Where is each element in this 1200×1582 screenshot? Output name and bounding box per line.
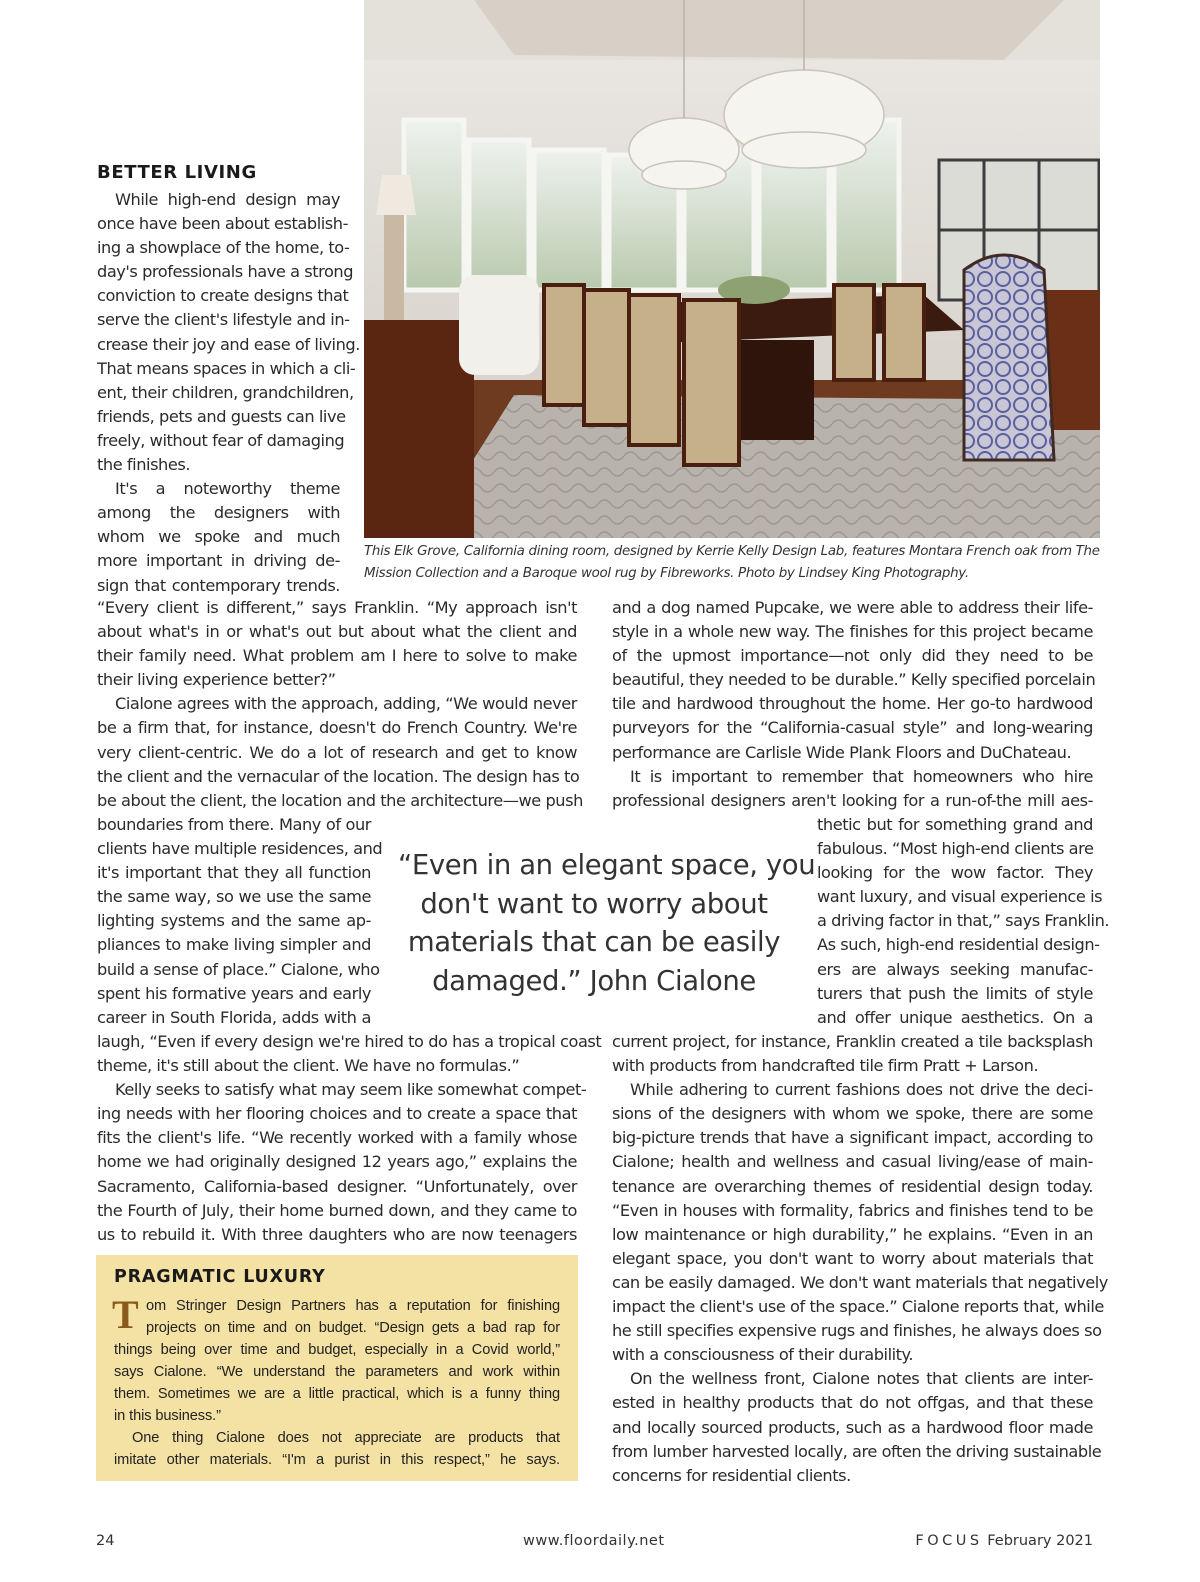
text-line: be about the client, the location and the architecture—we push xyxy=(97,790,583,810)
text-line: of the upmost importance—not only did they need to be xyxy=(612,646,1093,666)
text-line: home we had originally designed 12 years ago,” explains the xyxy=(97,1152,577,1172)
pull-quote-line: “Even in an elegant space, you xyxy=(398,849,816,881)
text-line: theme, it's still about the client. We have no formulas.” xyxy=(97,1056,520,1076)
text-line: While high-end design may xyxy=(115,190,340,209)
text-line: It's a noteworthy theme xyxy=(115,479,340,499)
text-line: “Even in houses with formality, fabrics and finishes tend to be xyxy=(612,1200,1093,1220)
text-line: ing a showplace of the home, to- xyxy=(97,238,350,258)
text-line: ers are always seeking manufac- xyxy=(817,959,1093,979)
text-line: beautiful, they needed to be durable.” Kelly specified porcelain xyxy=(612,670,1096,690)
text-line: Cialone agrees with the approach, adding, “We would never xyxy=(115,694,577,714)
text-line: spent his formative years and early xyxy=(97,983,371,1003)
left-column-upper xyxy=(97,596,583,813)
text-line: and locally sourced products, such as a hardwood floor made xyxy=(612,1417,1093,1437)
sidebar-line: projects on time and on budget. “Design gets a bad rap for xyxy=(146,1320,560,1336)
text-line: As such, high-end residential design- xyxy=(817,935,1100,955)
dining-room-photo xyxy=(364,0,1100,538)
text-line: and a dog named Pupcake, we were able to address their life- xyxy=(612,598,1093,617)
text-line: with a consciousness of their durability. xyxy=(612,1345,914,1365)
right-column-lower xyxy=(612,1030,1108,1488)
text-line: can be easily damaged. We don't want materials that negatively xyxy=(612,1272,1108,1292)
sidebar-box xyxy=(96,1255,578,1481)
text-line: about what's in or what's out but about what the client and xyxy=(97,622,577,642)
right-column-wrap xyxy=(817,813,1110,1030)
caption-line: Mission Collection and a Baroque wool rug by Fibreworks. Photo by Lindsey King Photography. xyxy=(364,566,969,581)
text-line: the client and the vernacular of the location. The design has to xyxy=(97,766,580,786)
text-line: their living experience better?” xyxy=(97,670,336,690)
text-line: ent, their children, grandchildren, xyxy=(97,382,354,402)
sidebar-line: imitate other materials. “I'm a purist in this respect,” he says. xyxy=(114,1452,560,1468)
text-line: tile and hardwood throughout the home. Her go-to hardwood xyxy=(612,694,1093,714)
text-line: lighting systems and the same ap- xyxy=(97,911,371,931)
sidebar-title: PRAGMATIC LUXURY xyxy=(114,1267,326,1287)
issue-date: February 2021 xyxy=(987,1533,1093,1549)
text-line: with products from handcrafted tile firm Pratt + Larson. xyxy=(612,1056,1039,1076)
text-line: more important in driving de- xyxy=(97,551,340,571)
sidebar-line: om Stringer Design Partners has a reputation for finishing xyxy=(146,1298,560,1314)
text-line: performance are Carlisle Wide Plank Floors and DuChateau. xyxy=(612,742,1072,762)
sidebar-body xyxy=(112,1292,560,1471)
text-line: want luxury, and visual experience is xyxy=(817,887,1103,907)
text-line: serve the client's lifestyle and in- xyxy=(97,310,350,330)
text-line: freely, without fear of damaging xyxy=(97,430,345,450)
text-line: their family need. What problem am I here to solve to make xyxy=(97,646,577,666)
text-line: That means spaces in which a cli- xyxy=(97,358,356,378)
dining-room-illustration xyxy=(364,0,1100,538)
text-line: whom we spoke and much xyxy=(97,527,340,547)
text-line: the finishes. xyxy=(97,455,191,475)
intro-column xyxy=(97,188,360,598)
text-line: looking for the wow factor. They xyxy=(817,863,1093,883)
text-line: professional designers aren't looking for a run-of-the mill aes- xyxy=(612,790,1093,810)
pull-quote-line: don't want to worry about xyxy=(420,887,768,920)
text-line: and offer unique aesthetics. On a xyxy=(817,1007,1093,1027)
pull-quote-line: damaged.” John Cialone xyxy=(432,964,756,997)
sidebar-line: in this business.” xyxy=(114,1408,221,1424)
text-line: day's professionals have a strong xyxy=(97,262,354,282)
left-column-lower xyxy=(97,1030,602,1247)
text-line: ested in healthy products that do not offgas, and that these xyxy=(612,1393,1093,1413)
left-column-wrap xyxy=(97,813,383,1030)
text-line: pliances to make living simpler and xyxy=(97,935,371,955)
text-line: friends, pets and guests can live xyxy=(97,406,346,426)
text-line: conviction to create designs that xyxy=(97,286,349,306)
magazine-name: FOCUS xyxy=(915,1533,983,1549)
section-heading: BETTER LIVING xyxy=(97,162,257,183)
text-line: turers that push the limits of style xyxy=(817,983,1093,1003)
text-line: Sacramento, California-based designer. “Unfortunately, over xyxy=(97,1176,577,1196)
website-url: www.floordaily.net xyxy=(523,1533,665,1549)
text-line: current project, for instance, Franklin created a tile backsplash xyxy=(612,1032,1093,1051)
text-line: fits the client's life. “We recently worked with a family whose xyxy=(97,1128,577,1148)
issue-label xyxy=(885,1533,1093,1549)
text-line: thetic but for something grand and xyxy=(817,815,1093,834)
text-line: sign that contemporary trends. xyxy=(97,575,340,595)
text-line: a driving factor in that,” says Franklin. xyxy=(817,911,1110,931)
text-line: elegant space, you don't want to worry about materials that xyxy=(612,1248,1093,1268)
text-line: fabulous. “Most high-end clients are xyxy=(817,839,1094,859)
text-line: build a sense of place.” Cialone, who xyxy=(97,959,380,979)
text-line: the Fourth of July, their home burned down, and they came to xyxy=(97,1200,577,1220)
text-line: among the designers with xyxy=(97,503,340,523)
pull-quote xyxy=(398,846,816,1000)
text-line: Kelly seeks to satisfy what may seem like somewhat compet- xyxy=(115,1080,587,1100)
text-line: On the wellness front, Cialone notes that clients are inter- xyxy=(630,1369,1093,1389)
sidebar-line: things being over time and budget, especially in a Covid world,” xyxy=(114,1342,560,1358)
text-line: “Every client is different,” says Franklin. “My approach isn't xyxy=(97,598,577,617)
text-line: very client-centric. We do a lot of research and get to know xyxy=(97,742,577,762)
text-line: the same way, so we use the same xyxy=(97,887,371,907)
text-line: It is important to remember that homeowners who hire xyxy=(630,766,1093,786)
text-line: us to rebuild it. With three daughters who are now teenagers xyxy=(97,1224,577,1244)
text-line: sions of the designers with whom we spoke, there are some xyxy=(612,1104,1093,1124)
text-line: Cialone; health and wellness and casual living/ease of main- xyxy=(612,1152,1093,1172)
text-line: it's important that they all function xyxy=(97,863,371,883)
text-line: While adhering to current fashions does not drive the deci- xyxy=(630,1080,1093,1100)
text-line: he still specifies expensive rugs and finishes, he always does so xyxy=(612,1321,1102,1341)
sidebar-line: says Cialone. “We understand the parameters and work within xyxy=(114,1364,560,1380)
text-line: purveyors for the “California-casual style” and long-wearing xyxy=(612,718,1093,738)
text-line: be a firm that, for instance, doesn't do French Country. We're xyxy=(97,718,577,738)
sidebar-line: One thing Cialone does not appreciate are products that xyxy=(132,1430,560,1446)
text-line: career in South Florida, adds with a xyxy=(97,1007,371,1027)
page-number: 24 xyxy=(96,1533,115,1549)
text-line: ing needs with her flooring choices and to create a space that xyxy=(97,1104,577,1124)
text-line: clients have multiple residences, and xyxy=(97,839,383,859)
text-line: from lumber harvested locally, are often the driving sustainable xyxy=(612,1441,1102,1461)
pull-quote-line: materials that can be easily xyxy=(407,926,781,958)
text-line: big-picture trends that have a significant impact, according to xyxy=(612,1128,1093,1148)
right-column-upper xyxy=(612,596,1096,813)
text-line: low maintenance or high durability,” he explains. “Even in an xyxy=(612,1224,1093,1244)
text-line: impact the client's use of the space.” Cialone reports that, while xyxy=(612,1297,1104,1317)
text-line: tenance are overarching themes of residential design today. xyxy=(612,1176,1093,1196)
drop-cap: T xyxy=(112,1292,139,1337)
text-line: laugh, “Even if every design we're hired to do has a tropical coast xyxy=(97,1032,602,1051)
photo-caption xyxy=(364,541,1100,585)
sidebar-line: them. Sometimes we are a little practical, which is a funny thing xyxy=(114,1386,560,1402)
text-line: style in a whole new way. The finishes for this project became xyxy=(612,622,1093,642)
text-line: boundaries from there. Many of our xyxy=(97,815,371,834)
caption-line: This Elk Grove, California dining room, designed by Kerrie Kelly Design Lab, features Montara French oak from The xyxy=(364,544,1100,559)
text-line: once have been about establish- xyxy=(97,214,348,234)
text-line: concerns for residential clients. xyxy=(612,1465,851,1485)
text-line: crease their joy and ease of living. xyxy=(97,334,360,354)
